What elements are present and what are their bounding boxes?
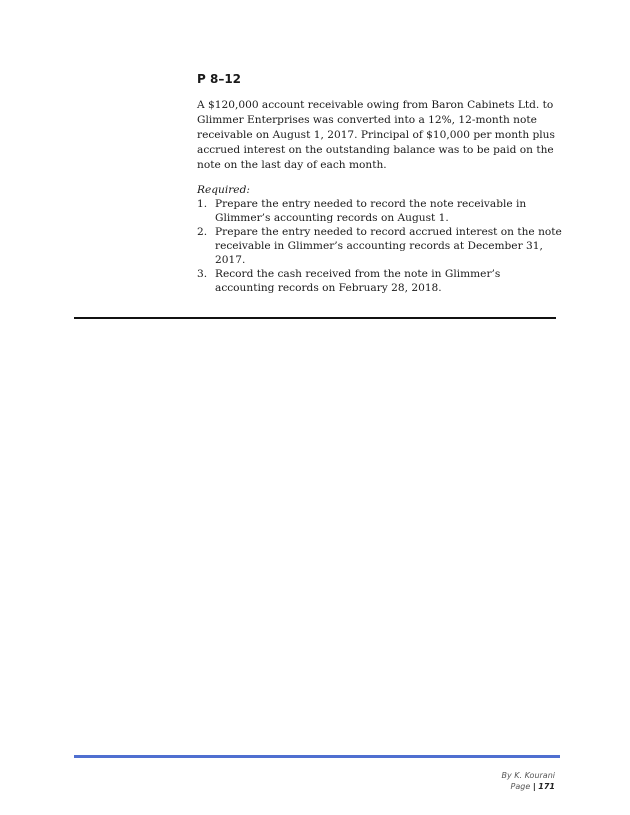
footer-page-label: Page: [510, 782, 531, 791]
requirements-list: [197, 197, 562, 295]
footer-divider: [74, 755, 560, 758]
footer-author: By K. Kourani: [501, 771, 555, 780]
list-item: [197, 267, 562, 295]
list-item-number: 2.: [197, 226, 208, 238]
problem-body: A $120,000 account receivable owing from Baron Cabinets Ltd. to Glimmer Enterprises was converted into a 12%, 12-month note receivable on August 1, 2017. Principal of $10,000 per month plus accrued interest on the outstanding balance was to be paid on the note on the last day of each month.: [197, 99, 555, 171]
problem-heading: P 8–12: [197, 72, 242, 86]
list-item-number: 1.: [197, 198, 208, 210]
section-divider: [74, 317, 556, 319]
list-item-number: 3.: [197, 268, 208, 280]
footer-separator: |: [532, 782, 536, 791]
list-item-text: Prepare the entry needed to record accrued interest on the note receivable in Glimmer’s accounting records at December 31, 2017.: [215, 226, 562, 266]
list-item-text: Record the cash received from the note in Glimmer’s accounting records on February 28, 2018.: [215, 268, 501, 294]
required-label: Required:: [197, 184, 250, 196]
list-item-text: Prepare the entry needed to record the note receivable in Glimmer’s accounting records on August 1.: [215, 198, 527, 224]
page-footer: [501, 770, 555, 792]
problem-section: [197, 72, 562, 295]
list-item: [197, 197, 562, 225]
footer-page-number: 171: [538, 782, 555, 791]
footer-page-line: [501, 781, 555, 792]
list-item: [197, 225, 562, 267]
